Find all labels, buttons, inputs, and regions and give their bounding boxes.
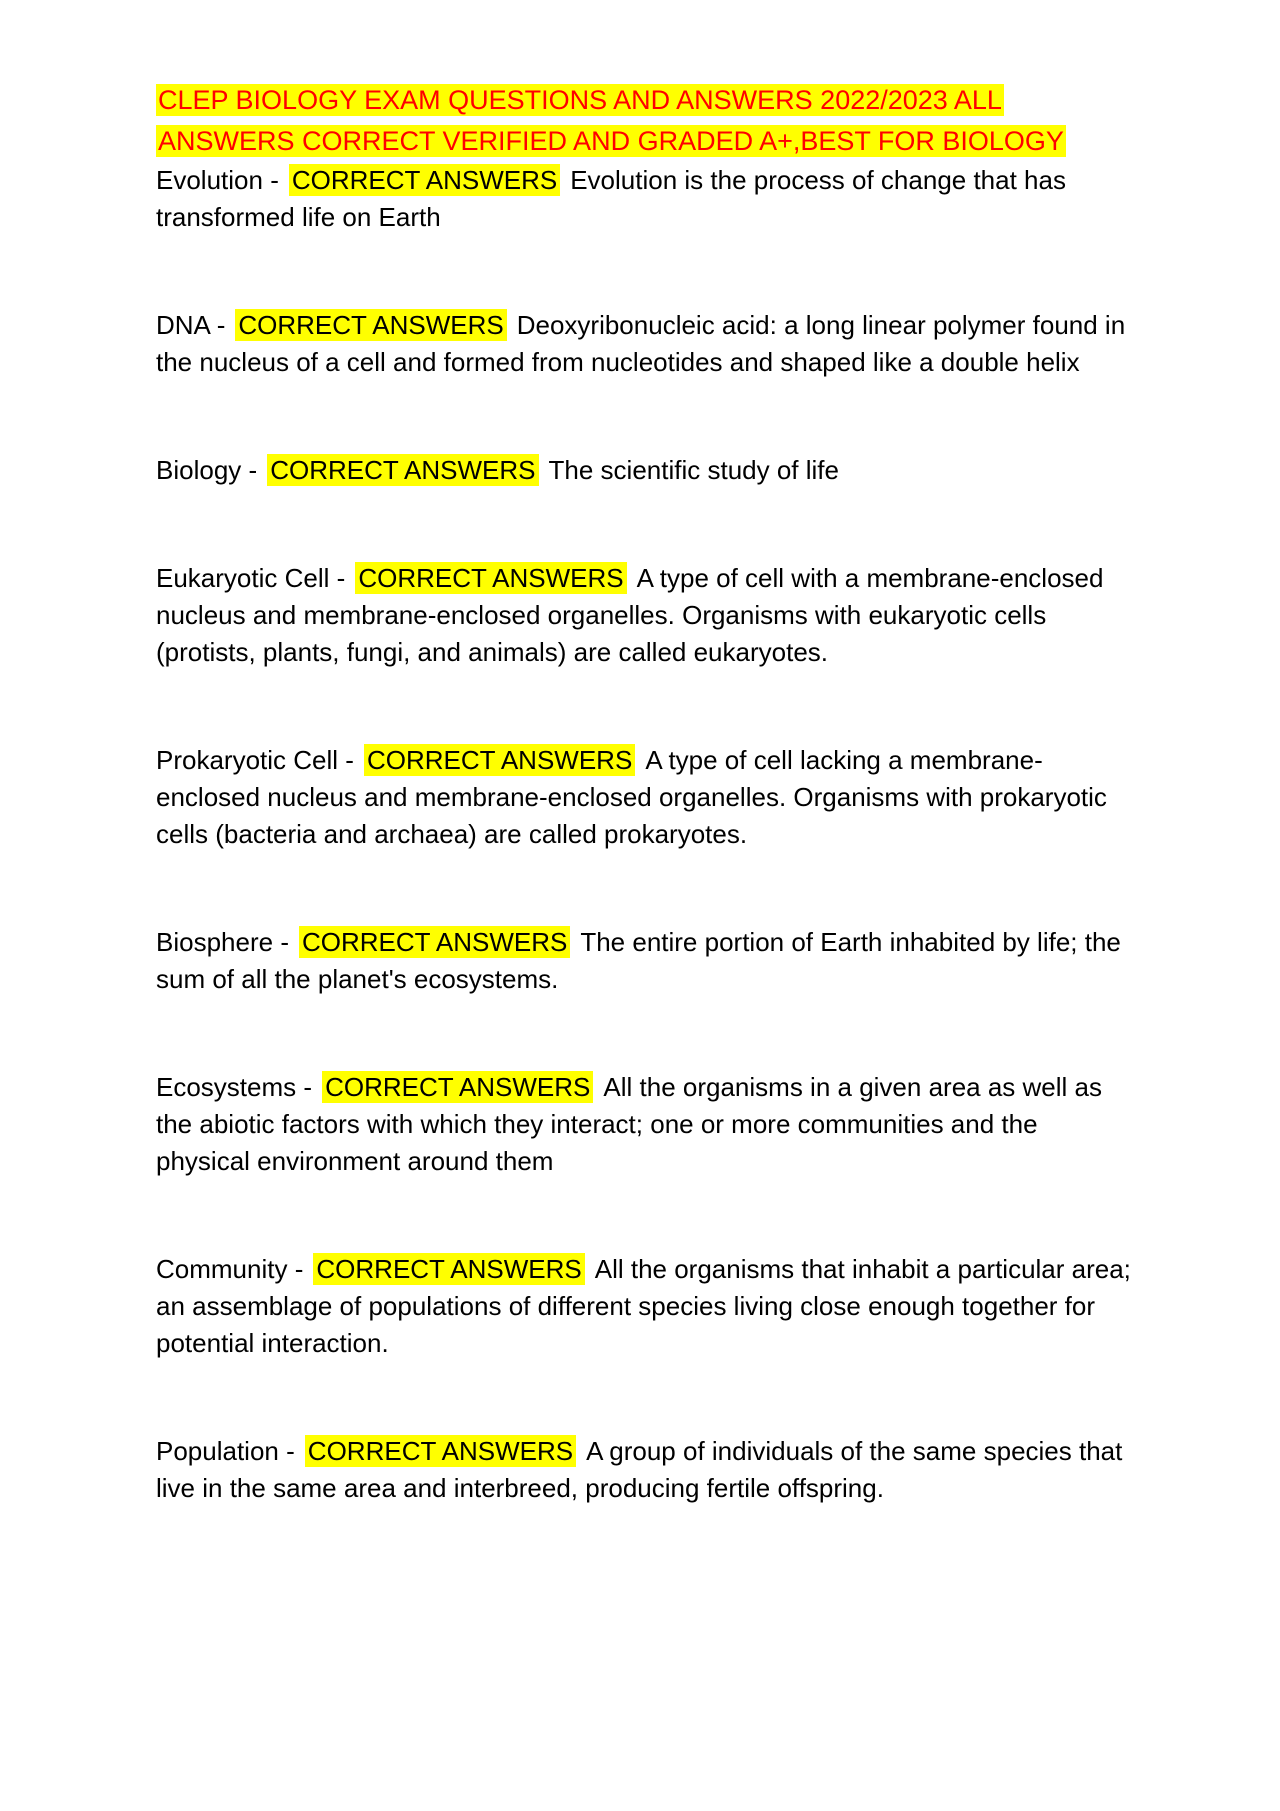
entry-separator: -	[303, 1072, 313, 1102]
entry-separator: -	[336, 563, 346, 593]
entry-term: Evolution	[156, 165, 263, 195]
correct-answers-label: CORRECT ANSWERS	[299, 926, 570, 958]
entry-term: Population	[156, 1436, 279, 1466]
document-title-text: CLEP BIOLOGY EXAM QUESTIONS AND ANSWERS 2022/2023 ALL ANSWERS CORRECT VERIFIED AND GRADED A+,BEST FOR BIOLOGY	[158, 85, 1064, 156]
document-content	[156, 80, 1136, 1507]
correct-answers-label: CORRECT ANSWERS	[289, 164, 560, 196]
correct-answers-label: CORRECT ANSWERS	[313, 1253, 584, 1285]
entry-separator: -	[280, 927, 289, 957]
entry-separator: -	[294, 1254, 304, 1284]
entry-separator: -	[216, 310, 226, 340]
entry-term: Community	[156, 1254, 288, 1284]
glossary-entry	[156, 1069, 1136, 1180]
entry-separator: -	[286, 1436, 295, 1466]
entry-term: Biosphere	[156, 927, 274, 957]
entry-term: Eukaryotic Cell	[156, 563, 330, 593]
entry-term: Biology	[156, 455, 242, 485]
entry-term: Ecosystems	[156, 1072, 297, 1102]
entry-definition: A group of individuals of the same species that live in the same area and interbreed, producing fertile offspring.	[156, 1436, 1123, 1503]
entry-term: Prokaryotic Cell	[156, 745, 339, 775]
correct-answers-label: CORRECT ANSWERS	[305, 1435, 576, 1467]
correct-answers-label: CORRECT ANSWERS	[322, 1071, 593, 1103]
glossary-entry	[156, 560, 1136, 671]
entry-definition: All the organisms that inhabit a particular area; an assemblage of populations of different species living close enough together for potential interaction.	[156, 1254, 1131, 1358]
glossary-entry	[156, 1251, 1136, 1362]
entry-definition: All the organisms in a given area as well as the abiotic factors with which they interact; one or more communities and the physical environment around them	[156, 1072, 1102, 1176]
correct-answers-label: CORRECT ANSWERS	[267, 454, 538, 486]
entry-definition: Evolution is the process of change that has transformed life on Earth	[156, 165, 1066, 232]
glossary-entry	[156, 452, 1136, 489]
entry-definition: A type of cell with a membrane-enclosed nucleus and membrane-enclosed organelles. Organisms with eukaryotic cells (protists, plants, fungi, and animals) are called eukaryotes.	[156, 563, 1104, 667]
entry-definition: Deoxyribonucleic acid: a long linear polymer found in the nucleus of a cell and formed from nucleotides and shaped like a double helix	[156, 310, 1126, 377]
correct-answers-label: CORRECT ANSWERS	[355, 562, 626, 594]
document-title	[156, 80, 1136, 162]
entry-definition: The scientific study of life	[548, 455, 839, 485]
entry-definition: A type of cell lacking a membrane-enclosed nucleus and membrane-enclosed organelles. Organisms with prokaryotic cells (bacteria and archaea) are called prokaryotes.	[156, 745, 1107, 849]
glossary-entry	[156, 742, 1136, 853]
correct-answers-label: CORRECT ANSWERS	[364, 744, 635, 776]
glossary-entry	[156, 162, 1136, 236]
glossary-entry	[156, 307, 1136, 381]
correct-answers-label: CORRECT ANSWERS	[235, 309, 506, 341]
entry-separator: -	[270, 165, 279, 195]
entry-separator: -	[248, 455, 258, 485]
entry-separator: -	[345, 745, 354, 775]
glossary-entry	[156, 924, 1136, 998]
glossary-entry	[156, 1433, 1136, 1507]
entry-term: DNA	[156, 310, 210, 340]
entry-definition: The entire portion of Earth inhabited by life; the sum of all the planet's ecosystems.	[156, 927, 1121, 994]
